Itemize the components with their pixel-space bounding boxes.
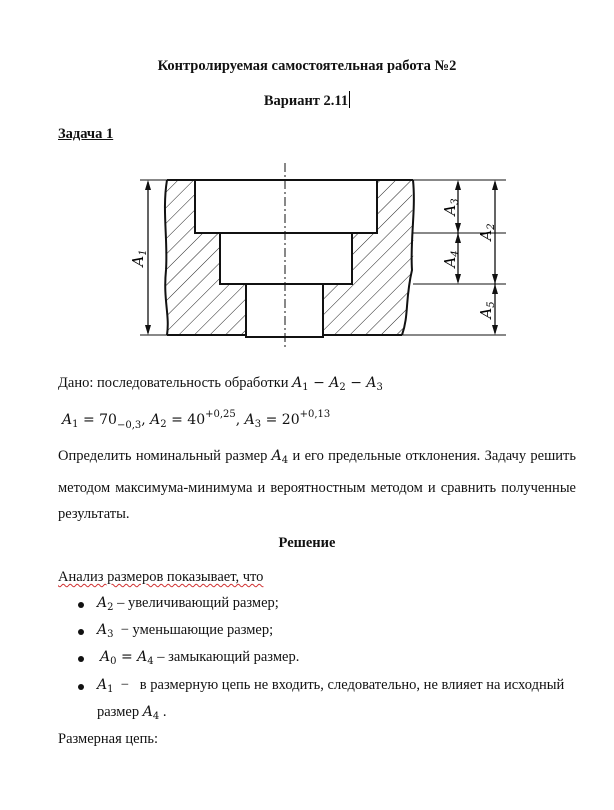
dim-label-a3 [441,198,461,217]
hatched-body [165,180,246,335]
dim-label-a2 [477,223,497,242]
part-section-drawing [0,160,614,355]
dim-label-a1 [129,249,149,268]
dim-label-a5 [477,301,497,320]
variant-text: Вариант 2.11 [263,93,349,109]
dim-label-a4 [441,250,461,269]
svg-text:A4: $A_4$ [441,250,461,268]
svg-text:A3: $A_3$ [441,198,461,216]
chain-label: Размерная цепь: [58,731,158,747]
bullet-dot [78,684,84,690]
task-description: Определить номинальный размер $A_4$ и его предельные отклонения. Задачу решить методом максимума-минимума и вероятностным методом и сравнить полученные результаты. [58,448,576,522]
given-values: $A_1 = 70_{-0,3}$, $A_2 = 40^{+0,25}$, $A_3 = 20^{+0,13}$ [62,409,331,431]
svg-text:A1: $A_1$ [129,249,149,267]
variant-heading [0,91,614,110]
analysis-intro: Анализ размеров показывает, что [58,569,264,585]
bullet-dot [78,656,84,662]
task-heading: Задача 1 [58,126,114,142]
text-cursor [349,91,350,108]
svg-text:A2: $A_2$ [477,223,497,241]
bullet-dot [78,602,84,608]
given-sequence: Дано: последовательность обработки $A_1 - A_2 - A_3$ [58,375,383,393]
bullet-dot [78,629,84,635]
document-title: Контролируемая самостоятельная работа №2 [157,58,457,74]
svg-text:A5: $A_5$ [477,301,497,319]
solution-heading: Решение [278,535,336,551]
